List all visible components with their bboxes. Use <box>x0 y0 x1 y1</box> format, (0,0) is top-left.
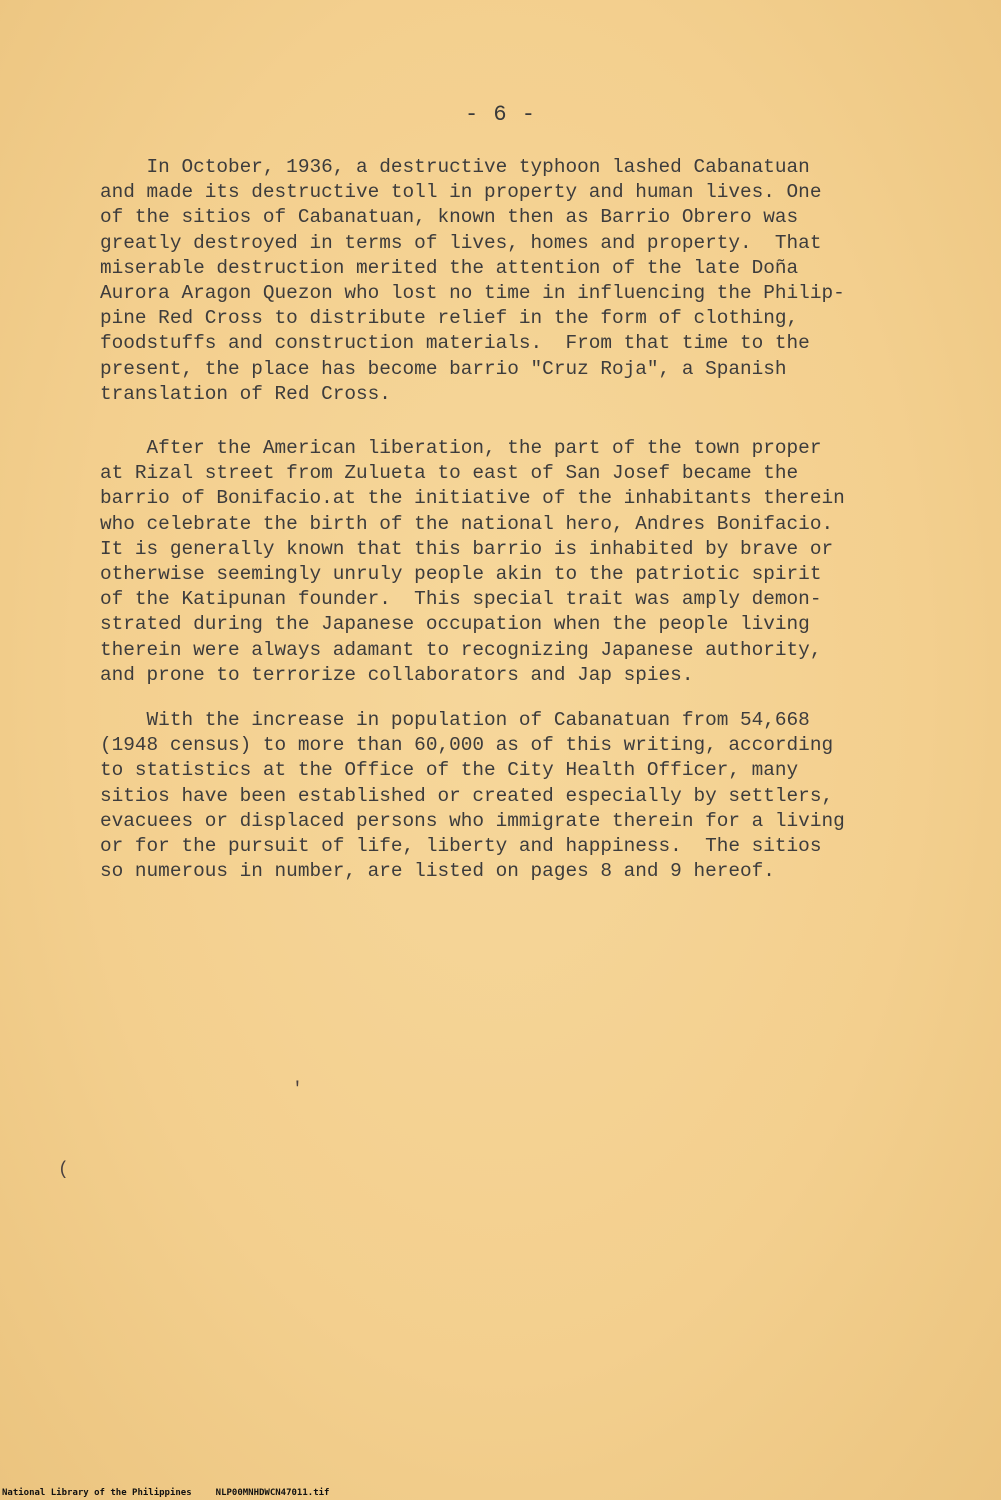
text-line: and prone to terrorize collaborators and Jap spies. <box>100 663 694 686</box>
text-line: Aurora Aragon Quezon who lost no time in influencing the Philip- <box>100 282 845 305</box>
scan-mark: ( <box>58 1160 69 1180</box>
text-line: therein were always adamant to recognizing Japanese authority, <box>100 638 822 661</box>
page-number: - 6 - <box>464 102 536 127</box>
text-line: otherwise seemingly unruly people akin to the patriotic spirit <box>100 563 822 586</box>
text-line: pine Red Cross to distribute relief in the form of clothing, <box>100 307 799 330</box>
scan-mark: ′ <box>292 1080 303 1100</box>
text-line: greatly destroyed in terms of lives, homes and property. That <box>100 231 822 254</box>
text-line: of the Katipunan founder. This special trait was amply demon- <box>100 588 822 611</box>
text-line: With the increase in population of Cabanatuan from 54,668 <box>100 709 810 731</box>
footer-source: National Library of the Philippines <box>2 1488 192 1498</box>
paragraph-cruz-roja <box>100 155 845 407</box>
text-line: of the sitios of Cabanatuan, known then as Barrio Obrero was <box>100 206 799 229</box>
text-line: barrio of Bonifacio.at the initiative of the inhabitants therein <box>100 487 845 510</box>
text-line: so numerous in number, are listed on pages 8 and 9 hereof. <box>100 860 775 883</box>
text-line: strated during the Japanese occupation when the people living <box>100 613 810 636</box>
text-line: In October, 1936, a destructive typhoon lashed Cabanatuan <box>100 156 810 178</box>
scan-footer <box>2 1488 353 1498</box>
text-line: at Rizal street from Zulueta to east of San Josef became the <box>100 462 799 485</box>
text-line: miserable destruction merited the attention of the late Doña <box>100 256 799 279</box>
text-line: and made its destructive toll in property and human lives. One <box>100 181 822 204</box>
text-line: evacuees or displaced persons who immigrate therein for a living <box>100 809 845 832</box>
text-line: foodstuffs and construction materials. From that time to the <box>100 332 810 355</box>
paragraph-population <box>100 708 845 884</box>
text-line: who celebrate the birth of the national hero, Andres Bonifacio. <box>100 512 834 535</box>
text-line: translation of Red Cross. <box>100 382 391 405</box>
paragraph-bonifacio <box>100 436 845 688</box>
text-line: (1948 census) to more than 60,000 as of this writing, according <box>100 734 834 757</box>
text-line: After the American liberation, the part of the town proper <box>100 437 822 459</box>
text-line: It is generally known that this barrio is inhabited by brave or <box>100 537 834 560</box>
text-line: sitios have been established or created especially by settlers, <box>100 784 834 807</box>
text-line: or for the pursuit of life, liberty and happiness. The sitios <box>100 835 822 858</box>
footer-filename: NLP00MNHDWCN47011.tif <box>215 1488 330 1498</box>
text-line: to statistics at the Office of the City Health Officer, many <box>100 759 799 782</box>
text-line: present, the place has become barrio "Cruz Roja", a Spanish <box>100 357 787 380</box>
